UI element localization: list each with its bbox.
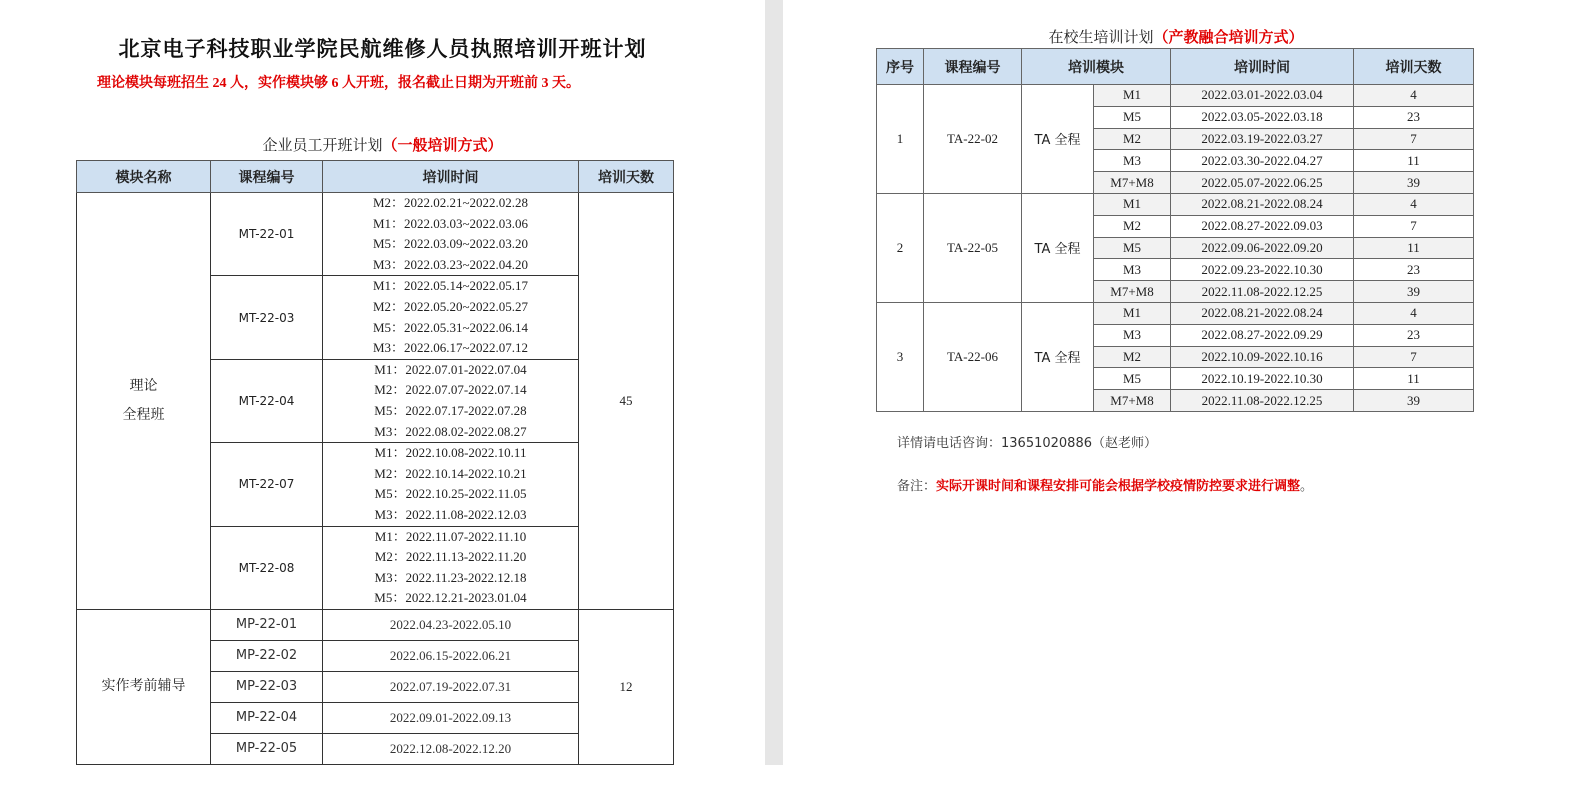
theory-module-cell bbox=[77, 193, 211, 610]
header-training-time: 培训时间 bbox=[1171, 49, 1354, 85]
training-days-cell: 7 bbox=[1354, 128, 1474, 150]
course-code: MT-22-08 bbox=[211, 526, 323, 609]
student-caption-main: 在校生培训计划 bbox=[1048, 28, 1154, 46]
sub-module: M2 bbox=[1094, 215, 1171, 237]
training-time-cell: 2022.08.27-2022.09.29 bbox=[1171, 324, 1354, 346]
time-line: M5：2022.05.31~2022.06.14 bbox=[372, 319, 529, 335]
course-code: MT-22-04 bbox=[211, 359, 323, 442]
header-training-time: 培训时间 bbox=[323, 161, 579, 193]
time-line: M5：2022.12.21-2023.01.04 bbox=[374, 590, 527, 606]
training-time-cell bbox=[323, 359, 579, 442]
time-line: M3：2022.11.08-2022.12.03 bbox=[374, 506, 527, 522]
training-days-cell: 4 bbox=[1354, 85, 1474, 107]
header-module-name: 模块名称 bbox=[77, 161, 211, 193]
training-time-cell: 2022.07.19-2022.07.31 bbox=[323, 671, 579, 702]
student-caption-red: （产教融合培训方式） bbox=[1153, 28, 1304, 46]
practice-module-cell: 实作考前辅导 bbox=[77, 609, 211, 764]
course-code: MP-22-01 bbox=[211, 609, 323, 640]
header-course-code: 课程编号 bbox=[211, 161, 323, 193]
time-line: M1：2022.05.14~2022.05.17 bbox=[372, 278, 529, 294]
theory-days: 45 bbox=[579, 193, 674, 610]
sub-module: M1 bbox=[1094, 302, 1171, 324]
sub-module: M1 bbox=[1094, 85, 1171, 107]
table-row bbox=[877, 193, 1474, 215]
training-days-cell: 11 bbox=[1354, 237, 1474, 259]
sub-module: M7+M8 bbox=[1094, 390, 1171, 412]
training-time-cell bbox=[323, 193, 579, 276]
course-code: MP-22-03 bbox=[211, 671, 323, 702]
header-training-days: 培训天数 bbox=[1354, 49, 1474, 85]
contact-info: 详情请电话咨询：13651020886（赵老师） bbox=[897, 436, 1157, 451]
table-row bbox=[877, 85, 1474, 107]
training-days-cell: 4 bbox=[1354, 302, 1474, 324]
training-days-cell: 23 bbox=[1354, 259, 1474, 281]
table-row bbox=[77, 609, 674, 640]
remark-label: 备注： bbox=[897, 479, 937, 494]
student-caption bbox=[876, 26, 1476, 47]
training-days-cell: 39 bbox=[1354, 281, 1474, 303]
training-days-cell: 7 bbox=[1354, 215, 1474, 237]
sub-module: M3 bbox=[1094, 324, 1171, 346]
enterprise-caption bbox=[0, 134, 765, 155]
course-code: MP-22-05 bbox=[211, 733, 323, 764]
training-time-cell: 2022.09.23-2022.10.30 bbox=[1171, 259, 1354, 281]
training-time-cell: 2022.08.21-2022.08.24 bbox=[1171, 193, 1354, 215]
header-training-module: 培训模块 bbox=[1022, 49, 1171, 85]
sub-module: M7+M8 bbox=[1094, 281, 1171, 303]
enrollment-note: 理论模块每班招生 24 人，实作模块够 6 人开班，报名截止日期为开班前 3 天。 bbox=[97, 76, 580, 91]
remark-text: 实际开课时间和课程安排可能会根据学校疫情防控要求进行调整 bbox=[936, 479, 1301, 494]
time-line: M1：2022.03.03~2022.03.06 bbox=[372, 215, 529, 231]
training-time-cell: 2022.11.08-2022.12.25 bbox=[1171, 281, 1354, 303]
sub-module: M1 bbox=[1094, 193, 1171, 215]
sub-module: M2 bbox=[1094, 128, 1171, 150]
training-days-cell: 4 bbox=[1354, 193, 1474, 215]
time-line: M5：2022.10.25-2022.11.05 bbox=[374, 486, 527, 502]
course-code: TA-22-06 bbox=[924, 302, 1022, 411]
table-header-row bbox=[77, 161, 674, 193]
training-time-cell: 2022.12.08-2022.12.20 bbox=[323, 733, 579, 764]
training-time-cell: 2022.09.06-2022.09.20 bbox=[1171, 237, 1354, 259]
theory-module-line2: 全程班 bbox=[122, 406, 165, 423]
training-time-cell: 2022.03.01-2022.03.04 bbox=[1171, 85, 1354, 107]
module-name: TA 全程 bbox=[1022, 193, 1094, 302]
time-line: M2：2022.02.21~2022.02.28 bbox=[372, 195, 529, 210]
training-time-cell: 2022.11.08-2022.12.25 bbox=[1171, 390, 1354, 412]
theory-module-line1: 理论 bbox=[129, 377, 158, 394]
enterprise-caption-main: 企业员工开班计划 bbox=[262, 136, 383, 154]
course-code: MP-22-04 bbox=[211, 702, 323, 733]
remark-end: 。 bbox=[1300, 479, 1314, 494]
training-time-cell bbox=[323, 443, 579, 526]
time-line: M2：2022.07.07-2022.07.14 bbox=[374, 382, 527, 398]
time-line: M2：2022.05.20~2022.05.27 bbox=[372, 298, 529, 314]
training-time-cell: 2022.03.19-2022.03.27 bbox=[1171, 128, 1354, 150]
seq-cell: 1 bbox=[877, 85, 924, 194]
training-time-cell: 2022.10.09-2022.10.16 bbox=[1171, 346, 1354, 368]
training-time-cell: 2022.06.15-2022.06.21 bbox=[323, 640, 579, 671]
time-line: M2：2022.10.14-2022.10.21 bbox=[374, 465, 527, 481]
training-days-cell: 11 bbox=[1354, 150, 1474, 172]
time-line: M3：2022.11.23-2022.12.18 bbox=[374, 569, 527, 585]
table-row bbox=[77, 193, 674, 276]
course-code: TA-22-05 bbox=[924, 193, 1022, 302]
time-line: M5：2022.07.17-2022.07.28 bbox=[374, 402, 527, 418]
sub-module: M3 bbox=[1094, 150, 1171, 172]
training-days-cell: 39 bbox=[1354, 172, 1474, 194]
training-days-cell: 7 bbox=[1354, 346, 1474, 368]
time-line: M1：2022.07.01-2022.07.04 bbox=[374, 361, 527, 377]
time-line: M3：2022.08.02-2022.08.27 bbox=[374, 423, 527, 439]
training-time-cell: 2022.03.30-2022.04.27 bbox=[1171, 150, 1354, 172]
time-line: M1：2022.11.07-2022.11.10 bbox=[374, 528, 527, 544]
sub-module: M5 bbox=[1094, 368, 1171, 390]
training-time-cell: 2022.09.01-2022.09.13 bbox=[323, 702, 579, 733]
seq-cell: 3 bbox=[877, 302, 924, 411]
time-line: M3：2022.06.17~2022.07.12 bbox=[372, 340, 529, 356]
document-title: 北京电子科技职业学院民航维修人员执照培训开班计划 bbox=[118, 37, 647, 61]
training-time-cell bbox=[323, 526, 579, 609]
sub-module: M2 bbox=[1094, 346, 1171, 368]
sub-module: M5 bbox=[1094, 106, 1171, 128]
training-time-cell: 2022.05.07-2022.06.25 bbox=[1171, 172, 1354, 194]
sub-module: M7+M8 bbox=[1094, 172, 1171, 194]
training-days-cell: 23 bbox=[1354, 324, 1474, 346]
remark bbox=[897, 475, 1313, 494]
course-code: MT-22-03 bbox=[211, 276, 323, 359]
module-name: TA 全程 bbox=[1022, 85, 1094, 194]
training-days-cell: 11 bbox=[1354, 368, 1474, 390]
training-days-cell: 23 bbox=[1354, 106, 1474, 128]
training-time-cell: 2022.08.27-2022.09.03 bbox=[1171, 215, 1354, 237]
seq-cell: 2 bbox=[877, 193, 924, 302]
table-header-row bbox=[877, 49, 1474, 85]
course-code: MT-22-01 bbox=[211, 193, 323, 276]
student-schedule-table bbox=[876, 48, 1474, 412]
course-code: MT-22-07 bbox=[211, 443, 323, 526]
training-time-cell: 2022.04.23-2022.05.10 bbox=[323, 609, 579, 640]
page-gutter bbox=[765, 0, 783, 765]
enterprise-caption-red: （一般培训方式） bbox=[382, 136, 503, 154]
header-course-code: 课程编号 bbox=[924, 49, 1022, 85]
course-code: TA-22-02 bbox=[924, 85, 1022, 194]
course-code: MP-22-02 bbox=[211, 640, 323, 671]
time-line: M2：2022.11.13-2022.11.20 bbox=[374, 549, 527, 565]
time-line: M3：2022.03.23~2022.04.20 bbox=[372, 256, 529, 272]
time-line: M5：2022.03.09~2022.03.20 bbox=[372, 236, 529, 252]
sub-module: M3 bbox=[1094, 259, 1171, 281]
header-training-days: 培训天数 bbox=[579, 161, 674, 193]
module-name: TA 全程 bbox=[1022, 302, 1094, 411]
time-line: M1：2022.10.08-2022.10.11 bbox=[374, 445, 527, 461]
table-row bbox=[877, 302, 1474, 324]
training-time-cell: 2022.03.05-2022.03.18 bbox=[1171, 106, 1354, 128]
training-time-cell bbox=[323, 276, 579, 359]
enterprise-schedule-table bbox=[76, 160, 674, 765]
header-seq: 序号 bbox=[877, 49, 924, 85]
training-time-cell: 2022.08.21-2022.08.24 bbox=[1171, 302, 1354, 324]
training-days-cell: 39 bbox=[1354, 390, 1474, 412]
sub-module: M5 bbox=[1094, 237, 1171, 259]
training-time-cell: 2022.10.19-2022.10.30 bbox=[1171, 368, 1354, 390]
practice-days: 12 bbox=[579, 609, 674, 764]
